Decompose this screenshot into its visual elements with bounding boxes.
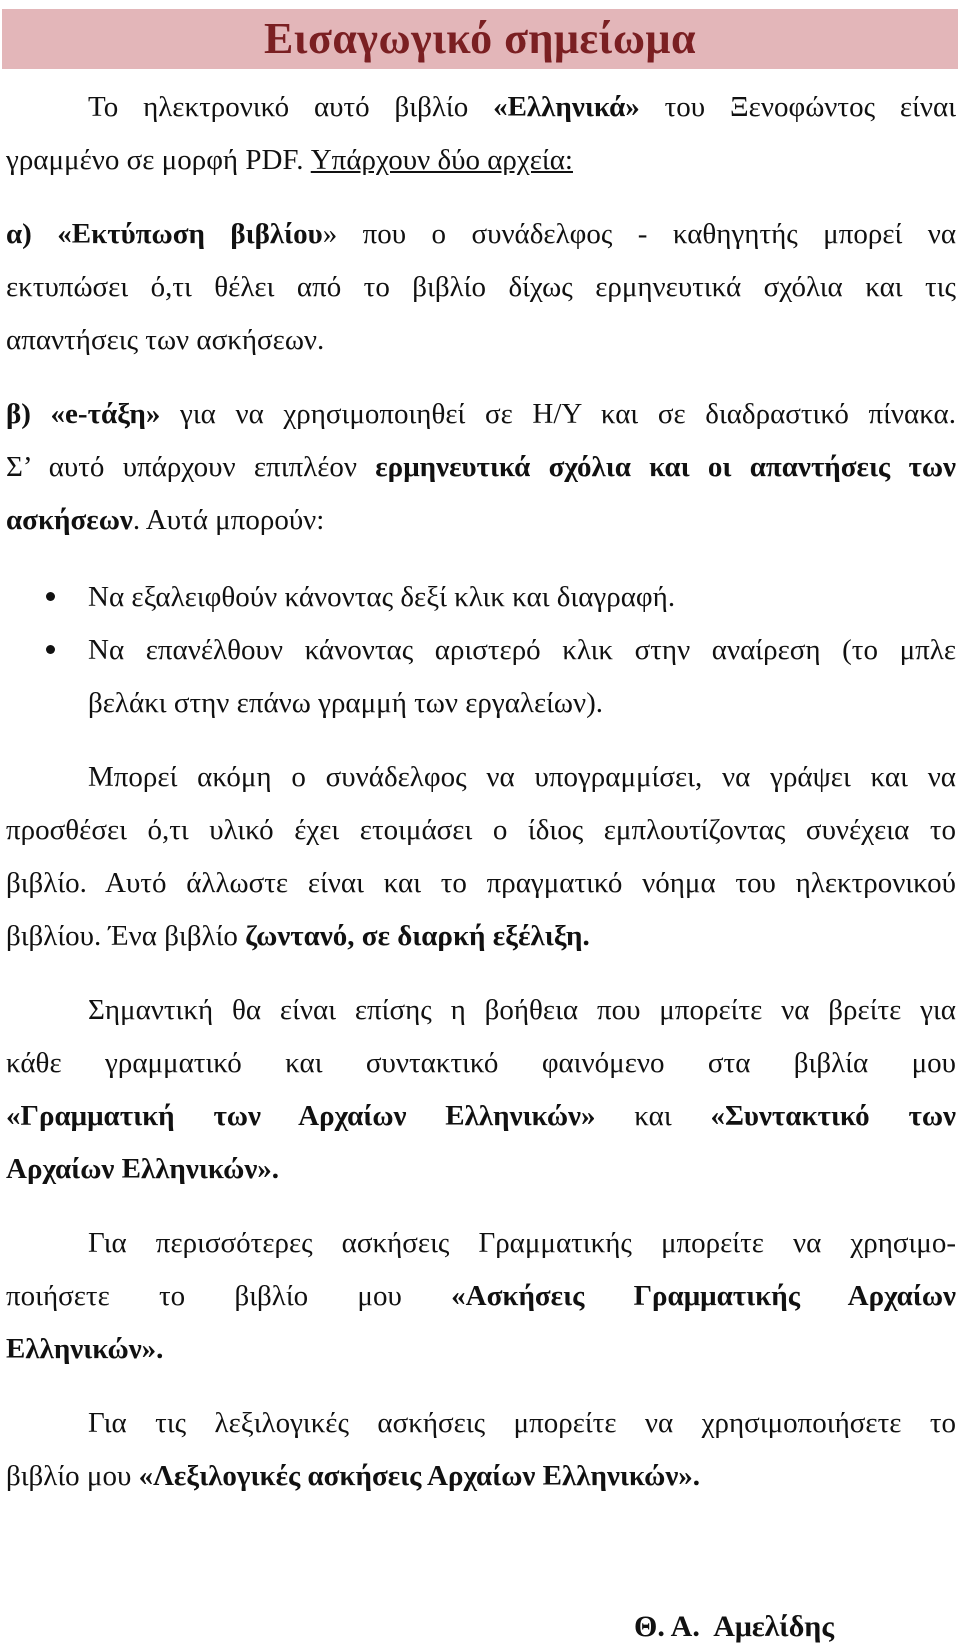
para-more-line-2: προσθέσει ό,τι υλικό έχει ετοιμάσει ο ίδιος εμπλουτίζοντας συνέχεια το <box>6 814 956 846</box>
syntax-book-title: «Συντακτικό των <box>710 1100 956 1132</box>
item-b-bold-word: ασκήσεων <box>6 504 133 536</box>
item-a-marker: α) « <box>6 218 72 250</box>
living-book-bold: ζωντανό, σε διαρκή εξέλιξη. <box>245 920 590 952</box>
bullet-dot <box>46 645 55 654</box>
item-a-title: Εκτύπωση βιβλίου <box>71 218 323 250</box>
author-signature: Θ. Α. Αμελίδης <box>634 1610 834 1643</box>
para-help-line-4 <box>6 1152 956 1186</box>
para-vocab-line-2 <box>6 1459 956 1493</box>
item-b-text: για να χρησιμοποιηθεί σε Η/Υ και σε διαδραστικό πίνακα. <box>160 398 957 430</box>
bullet-dot <box>46 592 55 601</box>
para-exercises-line-3 <box>6 1332 956 1366</box>
intro-format-text: γραμμένο σε μορφή PDF. <box>6 144 311 176</box>
bullet-item-undo-line-2: βελάκι στην επάνω γραμμή των εργαλείων). <box>88 687 604 719</box>
intro-text: Το ηλεκτρονικό αυτό βιβλίο <box>88 91 494 123</box>
item-a-line-3: απαντήσεις των ασκήσεων. <box>6 324 325 356</box>
item-b-line-3 <box>6 503 956 537</box>
and-text: και <box>595 1100 711 1132</box>
page-title: Εισαγωγικό σημείωμα <box>263 14 697 63</box>
para-exercises-line-2 <box>6 1279 956 1313</box>
title-banner <box>2 9 958 69</box>
bullet-item-delete: Να εξαλειφθούν κάνοντας δεξί κλικ και διαγραφή. <box>88 581 676 613</box>
intro-line-2 <box>6 143 956 177</box>
item-b-line-1 <box>6 397 956 431</box>
para-more-line-3: βιβλίο. Αυτό άλλωστε είναι και το πραγματικό νόημα του ηλεκτρονικού <box>6 867 956 899</box>
para-help-line-1: Σημαντική θα είναι επίσης η βοήθεια που μπορείτε να βρείτε για <box>88 994 956 1026</box>
grammar-book-title: «Γραμματική των Αρχαίων Ελληνικών» <box>6 1100 596 1132</box>
exercises-book-title: «Ασκήσεις Γραμματικής Αρχαίων <box>451 1280 956 1312</box>
book-title-ellinika: «Ελληνικά» <box>493 91 640 123</box>
para-exercises-text: ποιήσετε το βιβλίο μου <box>6 1280 452 1312</box>
intro-text-end: του Ξενοφώντος είναι <box>639 91 956 123</box>
vocab-book-title: «Λεξιλογικές ασκήσεις Αρχαίων Ελληνικών». <box>138 1460 701 1492</box>
para-more-text: βιβλίου. Ένα βιβλίο <box>6 920 246 952</box>
item-a-line-2: εκτυπώσει ό,τι θέλει από το βιβλίο δίχως ερμηνευτικά σχόλια και τις <box>6 271 956 303</box>
exercises-book-title-end: Ελληνικών». <box>6 1333 164 1365</box>
item-a-text: » που ο συνάδελφος - καθηγητής μπορεί να <box>322 218 957 250</box>
item-b-bold-text: ερμηνευτικά σχόλια και οι απαντήσεις των <box>375 451 956 483</box>
para-more-line-4 <box>6 919 956 953</box>
para-help-line-2: κάθε γραμματικό και συντακτικό φαινόμενο στα βιβλία μου <box>6 1047 956 1079</box>
para-vocab-line-1: Για τις λεξιλογικές ασκήσεις μπορείτε να χρησιμοποιήσετε το <box>88 1407 956 1439</box>
item-a-line-1 <box>6 217 956 251</box>
para-help-line-3 <box>6 1099 956 1133</box>
item-b-can-text: . Αυτά μπορούν: <box>132 504 325 536</box>
item-b-extra-text: Σ’ αυτό υπάρχουν επιπλέον <box>6 451 376 483</box>
para-vocab-text: βιβλίο μου <box>6 1460 139 1492</box>
two-files-underlined: Υπάρχουν δύο αρχεία: <box>310 144 573 176</box>
syntax-book-title-end: Αρχαίων Ελληνικών». <box>6 1153 280 1185</box>
item-b-line-2 <box>6 450 956 484</box>
item-b-title: β) «e-τάξη» <box>6 398 161 430</box>
para-exercises-line-1: Για περισσότερες ασκήσεις Γραμματικής μπορείτε να χρησιμο- <box>88 1227 956 1259</box>
intro-line-1 <box>88 90 956 124</box>
bullet-item-undo-line-1: Να επανέλθουν κάνοντας αριστερό κλικ στην αναίρεση (το μπλε <box>88 634 956 666</box>
para-more-line-1: Μπορεί ακόμη ο συνάδελφος να υπογραμμίσει, να γράψει και να <box>88 761 956 793</box>
